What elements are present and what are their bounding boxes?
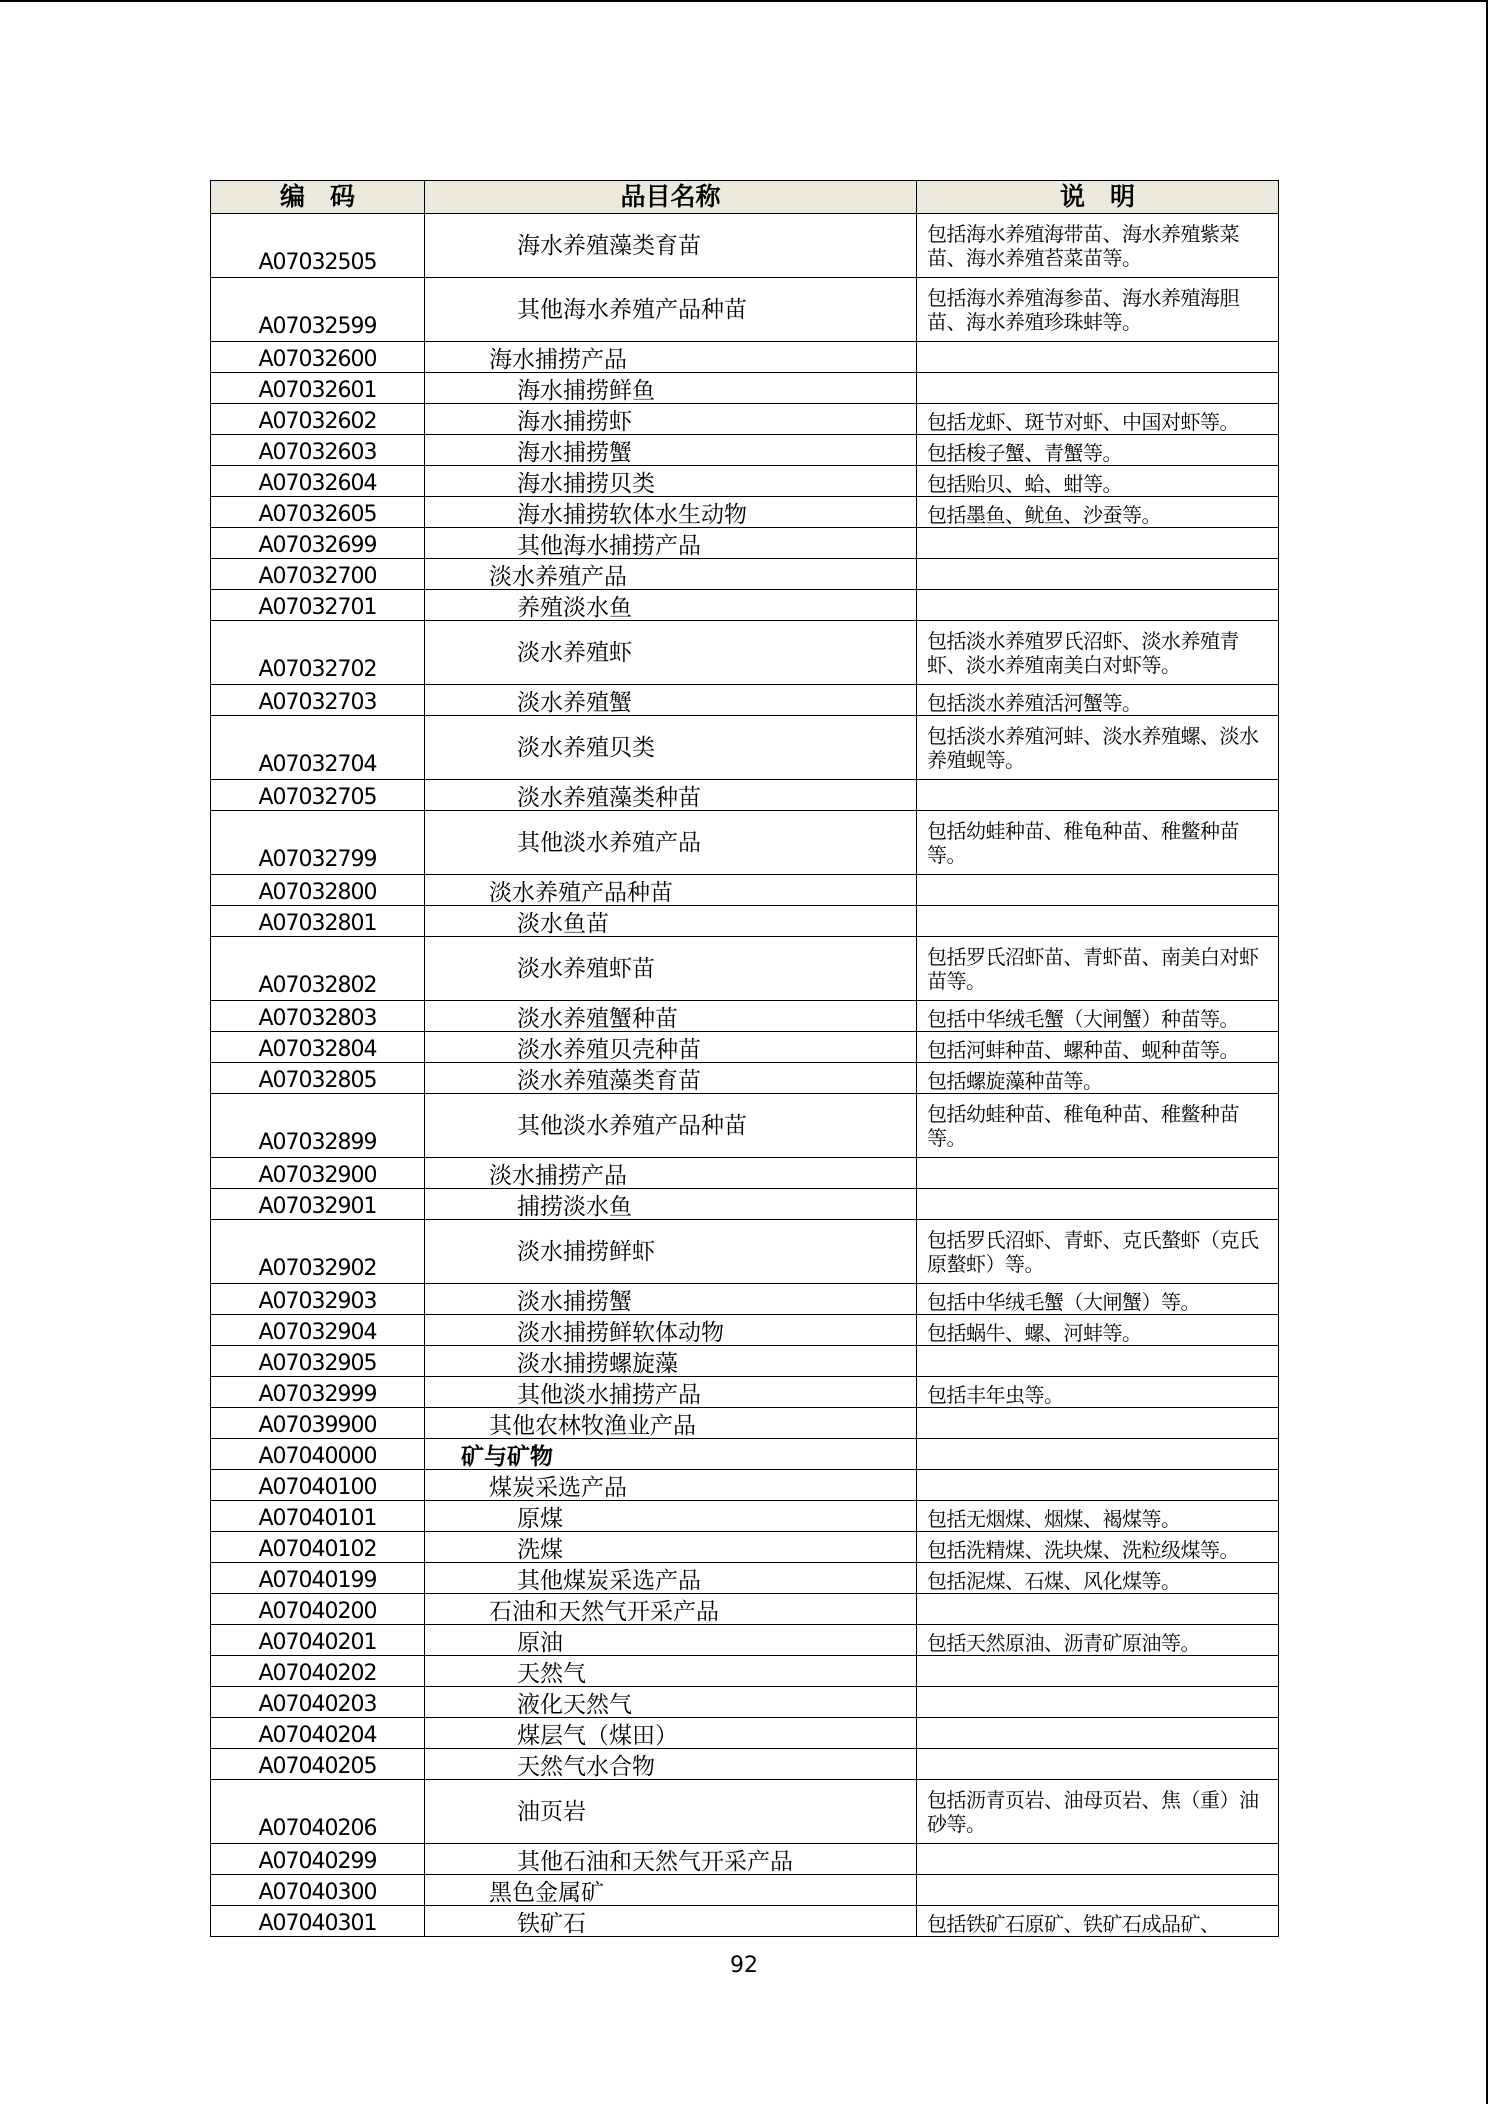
row-code: A07040000 xyxy=(211,1439,425,1470)
row-desc xyxy=(917,875,1279,906)
row-name: 其他石油和天然气开采产品 xyxy=(425,1844,917,1875)
row-name: 油页岩 xyxy=(425,1780,917,1844)
row-name: 淡水鱼苗 xyxy=(425,906,917,937)
row-code: A07032903 xyxy=(211,1284,425,1315)
row-code: A07040101 xyxy=(211,1501,425,1532)
row-name: 矿与矿物 xyxy=(425,1439,917,1470)
row-code: A07032601 xyxy=(211,373,425,404)
row-name: 淡水捕捞产品 xyxy=(425,1158,917,1189)
row-desc xyxy=(917,590,1279,621)
row-desc: 包括淡水养殖河蚌、淡水养殖螺、淡水养殖蚬等。 xyxy=(917,716,1279,780)
row-code: A07032604 xyxy=(211,466,425,497)
row-desc xyxy=(917,1439,1279,1470)
table-row xyxy=(211,1501,1279,1532)
row-code: A07032999 xyxy=(211,1377,425,1408)
header-desc: 说 明 xyxy=(917,181,1279,214)
top-border-line xyxy=(0,0,1488,2)
row-code: A07040300 xyxy=(211,1875,425,1906)
row-desc: 包括幼蛙种苗、稚龟种苗、稚鳖种苗等。 xyxy=(917,1094,1279,1158)
row-desc: 包括无烟煤、烟煤、褐煤等。 xyxy=(917,1501,1279,1532)
table-row xyxy=(211,1032,1279,1063)
table-row xyxy=(211,1656,1279,1687)
row-desc xyxy=(917,1656,1279,1687)
row-code: A07032905 xyxy=(211,1346,425,1377)
table-row xyxy=(211,1532,1279,1563)
page-number: 92 xyxy=(730,1953,758,1978)
table-row xyxy=(211,1906,1279,1937)
row-name: 淡水捕捞螺旋藻 xyxy=(425,1346,917,1377)
table-row xyxy=(211,1470,1279,1501)
row-code: A07032702 xyxy=(211,621,425,685)
row-desc: 包括罗氏沼虾、青虾、克氏螯虾（克氏原螯虾）等。 xyxy=(917,1220,1279,1284)
row-code: A07032701 xyxy=(211,590,425,621)
row-name: 其他淡水捕捞产品 xyxy=(425,1377,917,1408)
row-name: 其他淡水养殖产品 xyxy=(425,811,917,875)
row-name: 淡水养殖产品 xyxy=(425,559,917,590)
row-name: 淡水养殖蟹 xyxy=(425,685,917,716)
row-code: A07032799 xyxy=(211,811,425,875)
row-desc: 包括洗精煤、洗块煤、洗粒级煤等。 xyxy=(917,1532,1279,1563)
row-desc: 包括墨鱼、鱿鱼、沙蚕等。 xyxy=(917,497,1279,528)
table-row xyxy=(211,1439,1279,1470)
row-desc xyxy=(917,1408,1279,1439)
row-name: 原煤 xyxy=(425,1501,917,1532)
row-code: A07040203 xyxy=(211,1687,425,1718)
row-name: 淡水养殖蟹种苗 xyxy=(425,1001,917,1032)
table-row xyxy=(211,1749,1279,1780)
table-row xyxy=(211,278,1279,342)
header-name: 品目名称 xyxy=(425,181,917,214)
table-row xyxy=(211,716,1279,780)
row-desc: 包括铁矿石原矿、铁矿石成品矿、 xyxy=(917,1906,1279,1937)
row-name: 铁矿石 xyxy=(425,1906,917,1937)
row-code: A07032801 xyxy=(211,906,425,937)
table-row xyxy=(211,1001,1279,1032)
row-code: A07032902 xyxy=(211,1220,425,1284)
table-row xyxy=(211,1220,1279,1284)
row-desc xyxy=(917,528,1279,559)
row-code: A07032600 xyxy=(211,342,425,373)
table-row xyxy=(211,404,1279,435)
row-code: A07032602 xyxy=(211,404,425,435)
row-name: 海水捕捞虾 xyxy=(425,404,917,435)
table-row xyxy=(211,780,1279,811)
row-code: A07032603 xyxy=(211,435,425,466)
row-desc: 包括沥青页岩、油母页岩、焦（重）油砂等。 xyxy=(917,1780,1279,1844)
row-code: A07032705 xyxy=(211,780,425,811)
row-name: 海水捕捞软体水生动物 xyxy=(425,497,917,528)
row-desc xyxy=(917,1749,1279,1780)
row-desc xyxy=(917,906,1279,937)
row-code: A07032700 xyxy=(211,559,425,590)
row-name: 淡水养殖贝类 xyxy=(425,716,917,780)
row-desc: 包括河蚌种苗、螺种苗、蚬种苗等。 xyxy=(917,1032,1279,1063)
row-code: A07032800 xyxy=(211,875,425,906)
row-name: 黑色金属矿 xyxy=(425,1875,917,1906)
row-code: A07040299 xyxy=(211,1844,425,1875)
row-code: A07040205 xyxy=(211,1749,425,1780)
row-desc xyxy=(917,1189,1279,1220)
table-row xyxy=(211,342,1279,373)
row-name: 其他农林牧渔业产品 xyxy=(425,1408,917,1439)
row-desc: 包括梭子蟹、青蟹等。 xyxy=(917,435,1279,466)
row-desc: 包括贻贝、蛤、蚶等。 xyxy=(917,466,1279,497)
row-desc: 包括中华绒毛蟹（大闸蟹）种苗等。 xyxy=(917,1001,1279,1032)
row-code: A07040204 xyxy=(211,1718,425,1749)
row-name: 煤层气（煤田） xyxy=(425,1718,917,1749)
row-desc: 包括海水养殖海带苗、海水养殖紫菜苗、海水养殖苔菜苗等。 xyxy=(917,214,1279,278)
table-row xyxy=(211,1063,1279,1094)
row-code: A07032605 xyxy=(211,497,425,528)
row-name: 原油 xyxy=(425,1625,917,1656)
row-desc: 包括海水养殖海参苗、海水养殖海胆苗、海水养殖珍珠蚌等。 xyxy=(917,278,1279,342)
table-row xyxy=(211,1094,1279,1158)
row-code: A07040200 xyxy=(211,1594,425,1625)
row-code: A07032699 xyxy=(211,528,425,559)
row-desc xyxy=(917,559,1279,590)
row-name: 天然气水合物 xyxy=(425,1749,917,1780)
row-name: 洗煤 xyxy=(425,1532,917,1563)
row-name: 淡水养殖虾苗 xyxy=(425,937,917,1001)
table-row xyxy=(211,1594,1279,1625)
row-desc xyxy=(917,1346,1279,1377)
row-name: 捕捞淡水鱼 xyxy=(425,1189,917,1220)
row-desc: 包括天然原油、沥青矿原油等。 xyxy=(917,1625,1279,1656)
table-header-row xyxy=(211,181,1279,214)
row-name: 淡水养殖藻类种苗 xyxy=(425,780,917,811)
row-desc: 包括蜗牛、螺、河蚌等。 xyxy=(917,1315,1279,1346)
table-row xyxy=(211,1718,1279,1749)
row-name: 煤炭采选产品 xyxy=(425,1470,917,1501)
table-row xyxy=(211,528,1279,559)
row-name: 海水捕捞贝类 xyxy=(425,466,917,497)
row-code: A07039900 xyxy=(211,1408,425,1439)
row-desc xyxy=(917,1158,1279,1189)
row-name: 养殖淡水鱼 xyxy=(425,590,917,621)
row-name: 其他海水捕捞产品 xyxy=(425,528,917,559)
row-code: A07040199 xyxy=(211,1563,425,1594)
row-code: A07032505 xyxy=(211,214,425,278)
row-code: A07032900 xyxy=(211,1158,425,1189)
row-name: 石油和天然气开采产品 xyxy=(425,1594,917,1625)
row-code: A07040301 xyxy=(211,1906,425,1937)
row-desc xyxy=(917,373,1279,404)
row-code: A07032704 xyxy=(211,716,425,780)
row-desc xyxy=(917,1687,1279,1718)
row-desc: 包括淡水养殖罗氏沼虾、淡水养殖青虾、淡水养殖南美白对虾等。 xyxy=(917,621,1279,685)
table-body xyxy=(211,214,1279,1937)
table-row xyxy=(211,875,1279,906)
row-desc xyxy=(917,1718,1279,1749)
table-row xyxy=(211,497,1279,528)
table-row xyxy=(211,685,1279,716)
row-name: 其他煤炭采选产品 xyxy=(425,1563,917,1594)
row-name: 淡水捕捞鲜软体动物 xyxy=(425,1315,917,1346)
table-row xyxy=(211,906,1279,937)
table-row xyxy=(211,1875,1279,1906)
row-desc: 包括螺旋藻种苗等。 xyxy=(917,1063,1279,1094)
row-desc: 包括中华绒毛蟹（大闸蟹）等。 xyxy=(917,1284,1279,1315)
row-code: A07032803 xyxy=(211,1001,425,1032)
table-row xyxy=(211,466,1279,497)
row-code: A07040100 xyxy=(211,1470,425,1501)
table-row xyxy=(211,1284,1279,1315)
table-row xyxy=(211,559,1279,590)
row-desc xyxy=(917,1844,1279,1875)
row-name: 其他海水养殖产品种苗 xyxy=(425,278,917,342)
row-name: 淡水养殖贝壳种苗 xyxy=(425,1032,917,1063)
table-row xyxy=(211,937,1279,1001)
table-row xyxy=(211,1687,1279,1718)
row-name: 海水捕捞产品 xyxy=(425,342,917,373)
row-code: A07032804 xyxy=(211,1032,425,1063)
row-code: A07032901 xyxy=(211,1189,425,1220)
table-row xyxy=(211,1377,1279,1408)
table-row xyxy=(211,590,1279,621)
row-desc: 包括淡水养殖活河蟹等。 xyxy=(917,685,1279,716)
row-name: 液化天然气 xyxy=(425,1687,917,1718)
table-row xyxy=(211,1315,1279,1346)
row-name: 淡水养殖藻类育苗 xyxy=(425,1063,917,1094)
table-row xyxy=(211,1346,1279,1377)
table-row xyxy=(211,1780,1279,1844)
row-desc xyxy=(917,342,1279,373)
catalog-table xyxy=(210,180,1279,1937)
table-row xyxy=(211,811,1279,875)
row-name: 天然气 xyxy=(425,1656,917,1687)
row-desc: 包括罗氏沼虾苗、青虾苗、南美白对虾苗等。 xyxy=(917,937,1279,1001)
header-code: 编 码 xyxy=(211,181,425,214)
row-name: 其他淡水养殖产品种苗 xyxy=(425,1094,917,1158)
row-code: A07032703 xyxy=(211,685,425,716)
row-code: A07040102 xyxy=(211,1532,425,1563)
row-name: 海水捕捞蟹 xyxy=(425,435,917,466)
table-row xyxy=(211,1625,1279,1656)
row-desc xyxy=(917,1594,1279,1625)
row-desc: 包括丰年虫等。 xyxy=(917,1377,1279,1408)
row-desc xyxy=(917,1875,1279,1906)
row-name: 淡水捕捞蟹 xyxy=(425,1284,917,1315)
row-code: A07032899 xyxy=(211,1094,425,1158)
table-row xyxy=(211,435,1279,466)
table-row xyxy=(211,1189,1279,1220)
row-code: A07032802 xyxy=(211,937,425,1001)
row-code: A07032805 xyxy=(211,1063,425,1094)
table-row xyxy=(211,621,1279,685)
row-name: 海水捕捞鲜鱼 xyxy=(425,373,917,404)
row-desc xyxy=(917,1470,1279,1501)
row-name: 淡水养殖虾 xyxy=(425,621,917,685)
row-name: 淡水捕捞鲜虾 xyxy=(425,1220,917,1284)
row-name: 海水养殖藻类育苗 xyxy=(425,214,917,278)
table-row xyxy=(211,214,1279,278)
row-code: A07032599 xyxy=(211,278,425,342)
row-desc: 包括泥煤、石煤、风化煤等。 xyxy=(917,1563,1279,1594)
row-name: 淡水养殖产品种苗 xyxy=(425,875,917,906)
row-desc: 包括龙虾、斑节对虾、中国对虾等。 xyxy=(917,404,1279,435)
table-row xyxy=(211,373,1279,404)
row-code: A07040206 xyxy=(211,1780,425,1844)
table-row xyxy=(211,1563,1279,1594)
row-code: A07040202 xyxy=(211,1656,425,1687)
table-row xyxy=(211,1408,1279,1439)
row-desc: 包括幼蛙种苗、稚龟种苗、稚鳖种苗等。 xyxy=(917,811,1279,875)
table-row xyxy=(211,1844,1279,1875)
row-code: A07032904 xyxy=(211,1315,425,1346)
row-desc xyxy=(917,780,1279,811)
row-code: A07040201 xyxy=(211,1625,425,1656)
table-row xyxy=(211,1158,1279,1189)
